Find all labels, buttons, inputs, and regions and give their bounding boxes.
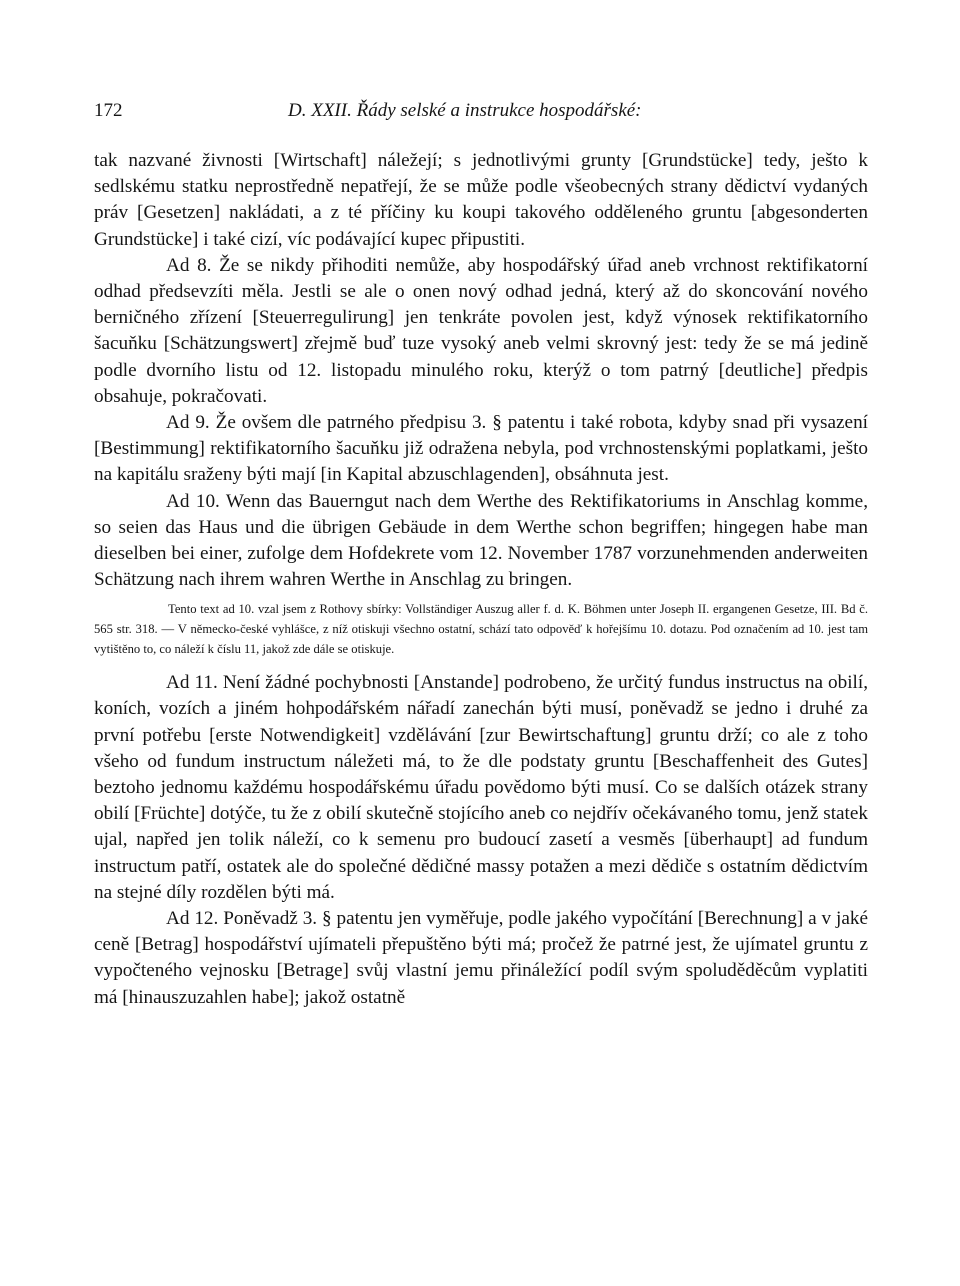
footnote-text: Tento text ad 10. vzal jsem z Rothovy sbírky: Vollständiger Auszug aller f. d. K. Böhmen unter Joseph II. ergangenen Gesetze, III. Bd č. 565 str. 318. — V německo-české vyhlášce, z níž otiskuji všechno ostatní, schází tato odpověď k hořejšímu 10. dotazu. Pod označením ad 10. jest tam vytištěno to, co náleží k číslu 11, jakož zde dále se otiskuje. <box>94 602 868 656</box>
document-page <box>94 100 868 1011</box>
footnote <box>94 600 868 659</box>
page-header <box>94 100 868 130</box>
paragraph-ad-8: Ad 8. Že se nikdy přihoditi nemůže, aby hospodářský úřad aneb vrchnost rektifikatorní odhad předsevzíti měla. Jestli se ale o onen nový odhad jedná, který až do skoncování nového berničného zřízení [Steuerregulirung] jen tenkráte povolen jest, když výnosek rektifikatorního šacuňku [Schätzungswert] zřejmě buď tuze vysoký aneb velmi skrovný jest: tedy že se má jedině podle dvorního listu od 12. listopadu minulého roku, kterýž o tom patrný [deutliche] předpis obsahuje, pokračovati. <box>94 254 868 407</box>
paragraph-ad-9: Ad 9. Že ovšem dle patrného předpisu 3. § patentu i také robota, kdyby snad při vysazení [Bestimmung] rektifikatorního šacuňku již odražena nebyla, pod vrchnostenskými poplatkami, ješto na kapitálu sraženy býti mají [in Kapital abzuschlagenden], obsáhnuta jest. <box>94 412 868 486</box>
paragraph-ad-10: Ad 10. Wenn das Bauerngut nach dem Werthe des Rektifikatoriums in Anschlag komme, so seien das Haus und die übrigen Gebäude in dem Werthe schon begriffen; hingegen habe man dieselben bei einer, zufolge dem Hofdekrete vom 12. November 1787 vorzunehmenden anderweiten Schätzung nach ihrem wahren Werthe in Anschlag zu bringen. <box>94 490 868 591</box>
paragraph-ad-11: Ad 11. Není žádné pochybnosti [Anstande] podrobeno, že určitý fundus instructus na obilí, koních, vozích a jiném hohpodářském nářadí zanechán býti musí, poněvadž se jedno i druhé za první potřebu [erste Notwendigkeit] vzdělávání [zur Bewirtschaftung] gruntu drží; co ale z toho všeho od fundum instructum náležeti má, to že dle podstaty gruntu [Beschaffenheit des Gutes] beztoho jednomu každému hospodářskému úřadu povědomo býti musí. Co se dalších otázek strany obilí [Früchte] dotýče, tu že z obilí skutečně stojícího aneb co nejdřív očekávaného tomu, jenž statek ujal, napřed jen tolik náleží, co k semenu pro budoucí zasetí a vesměs [überhaupt] ad fundum instructum patří, ostatek ale do společné dědičné massy potažen a mezi dědiče s ostatním dědictvím na stejné díly rozdělen býti má. <box>94 672 868 903</box>
body-text <box>94 148 868 1011</box>
paragraph-continued: tak nazvané živnosti [Wirtschaft] náležejí; s jednotlivými grunty [Grundstücke] tedy, ješto k sedlskému statku neprostředně nepatřejí, že se může podle všeobecných strany dědictví vydaných práv [Gesetzen] nakládati, a z té příčiny ku koupi takového odděleného gruntu [abgesonderten Grundstücke] i také cizí, víc podávající kupec připustiti. <box>94 150 868 250</box>
running-title: D. XXII. Řády selské a instrukce hospodářské: <box>288 100 642 121</box>
page-number: 172 <box>94 100 123 121</box>
paragraph-ad-12: Ad 12. Poněvadž 3. § patentu jen vyměřuje, podle jakého vypočítání [Berechnung] a v jaké ceně [Betrag] hospodářství ujímateli přepuštěno býti má; pročež že patrné jest, že ujímatel gruntu z vypočteného vejnosku [Betrage] svůj vlastní jemu přináležící podíl svým spoluděděcům vyplatiti má [hinauszuzahlen habe]; jakož ostatně <box>94 908 868 1008</box>
